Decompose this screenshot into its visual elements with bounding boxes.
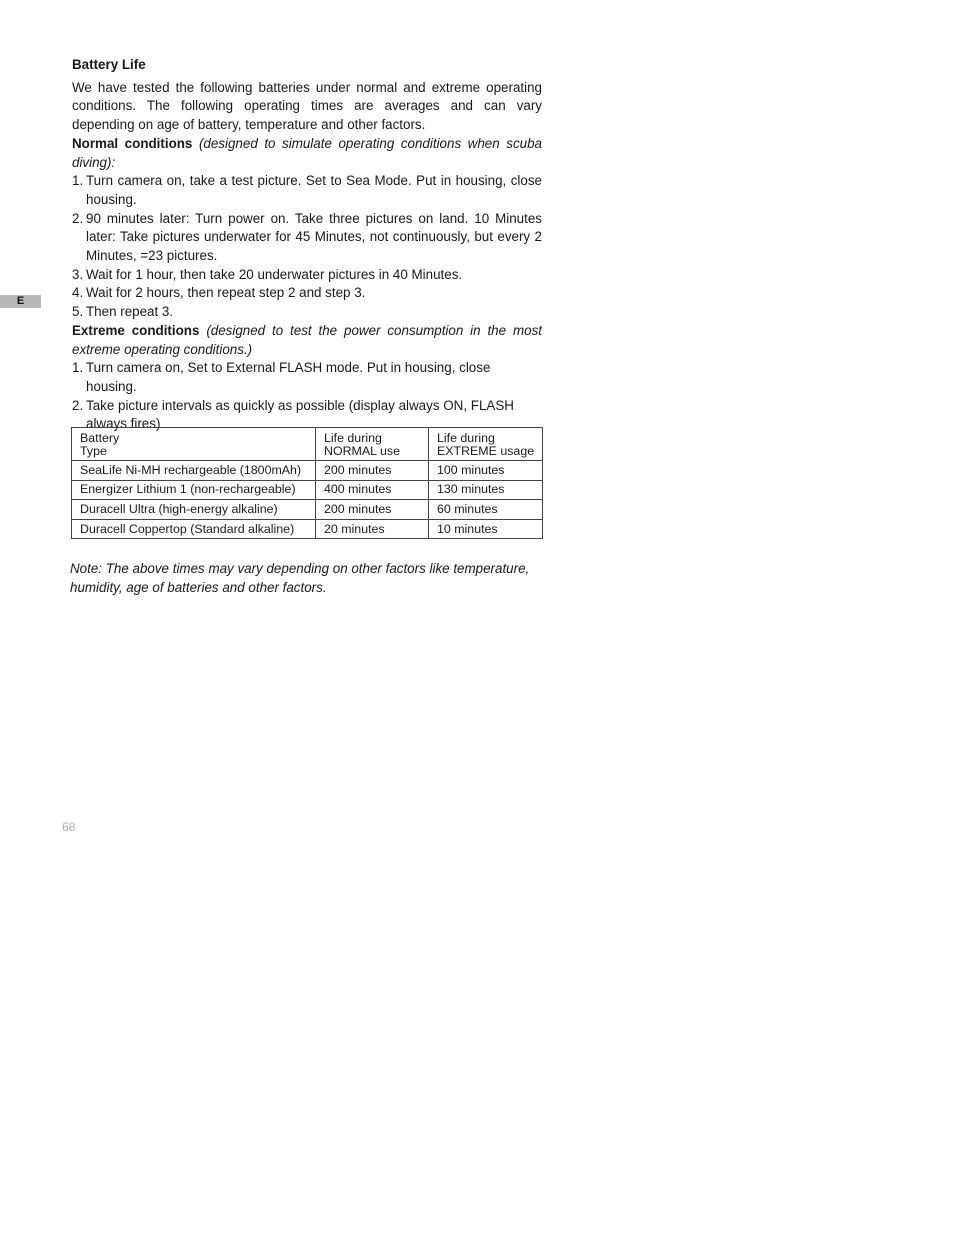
intro-paragraph: We have tested the following batteries under normal and extreme operating conditions. The following operating times are averages and can vary depending on age of battery, temperature and other factors. [72, 79, 542, 133]
step-text: 90 minutes later: Turn power on. Take three pictures on land. 10 Minutes later: Take pictures underwater for 45 Minutes, not continuously, but every 2 Minutes, =23 pictures. [86, 210, 542, 264]
cell-extreme-usage: 130 minutes [429, 480, 543, 500]
section-tab-marker: E [0, 295, 41, 308]
cell-battery-type: SeaLife Ni-MH rechargeable (1800mAh) [72, 461, 316, 481]
table-row [72, 500, 543, 520]
list-item [72, 210, 542, 266]
table-row [72, 480, 543, 500]
battery-life-table [71, 427, 543, 539]
list-item [72, 303, 542, 322]
cell-normal-use: 20 minutes [316, 519, 429, 539]
cell-battery-type: Energizer Lithium 1 (non-rechargeable) [72, 480, 316, 500]
cell-extreme-usage: 10 minutes [429, 519, 543, 539]
step-text: Wait for 1 hour, then take 20 underwater pictures in 40 Minutes. [86, 266, 463, 282]
table-row [72, 461, 543, 481]
normal-conditions-desc: (designed to simulate operating conditions when scuba diving): [72, 135, 542, 170]
extreme-conditions-desc: (designed to test the power consumption in the most extreme operating conditions.) [72, 322, 542, 357]
page-content [72, 56, 542, 434]
cell-battery-type: Duracell Coppertop (Standard alkaline) [72, 519, 316, 539]
normal-conditions-paragraph [72, 135, 542, 172]
step-text: Take picture intervals as quickly as possible (display always ON, FLASH always fires) [86, 397, 514, 432]
step-number: 1. [72, 360, 84, 376]
step-number: 5. [72, 304, 84, 320]
normal-conditions-label: Normal conditions [72, 135, 193, 151]
header-normal-use: Life during NORMAL use [316, 428, 429, 461]
cell-normal-use: 400 minutes [316, 480, 429, 500]
step-number: 3. [72, 266, 84, 282]
extreme-steps-list [72, 359, 542, 434]
step-number: 1. [72, 173, 84, 189]
extreme-conditions-paragraph [72, 322, 542, 359]
list-item [72, 266, 542, 285]
step-number: 2. [72, 210, 84, 226]
step-number: 4. [72, 285, 84, 301]
cell-battery-type: Duracell Ultra (high-energy alkaline) [72, 500, 316, 520]
normal-steps-list [72, 172, 542, 322]
step-text: Turn camera on, Set to External FLASH mode. Put in housing, close housing. [86, 360, 491, 394]
cell-extreme-usage: 60 minutes [429, 500, 543, 520]
cell-extreme-usage: 100 minutes [429, 461, 543, 481]
step-text: Then repeat 3. [86, 304, 174, 320]
list-item [72, 284, 542, 303]
cell-normal-use: 200 minutes [316, 500, 429, 520]
header-battery-type: Battery Type [72, 428, 316, 461]
table-row [72, 519, 543, 539]
extreme-conditions-label: Extreme conditions [72, 322, 200, 338]
page-number: 68 [62, 820, 76, 834]
footnote: Note: The above times may vary depending on other factors like temperature, humidity, age of batteries and other factors. [70, 561, 530, 595]
step-text: Wait for 2 hours, then repeat step 2 and step 3. [86, 285, 366, 301]
table-header-row [72, 428, 543, 461]
cell-normal-use: 200 minutes [316, 461, 429, 481]
list-item [72, 172, 542, 209]
list-item [72, 359, 542, 396]
section-heading: Battery Life [72, 57, 146, 72]
header-extreme-usage: Life during EXTREME usage [429, 428, 543, 461]
step-text: Turn camera on, take a test picture. Set to Sea Mode. Put in housing, close housing. [86, 173, 542, 207]
step-number: 2. [72, 397, 84, 413]
